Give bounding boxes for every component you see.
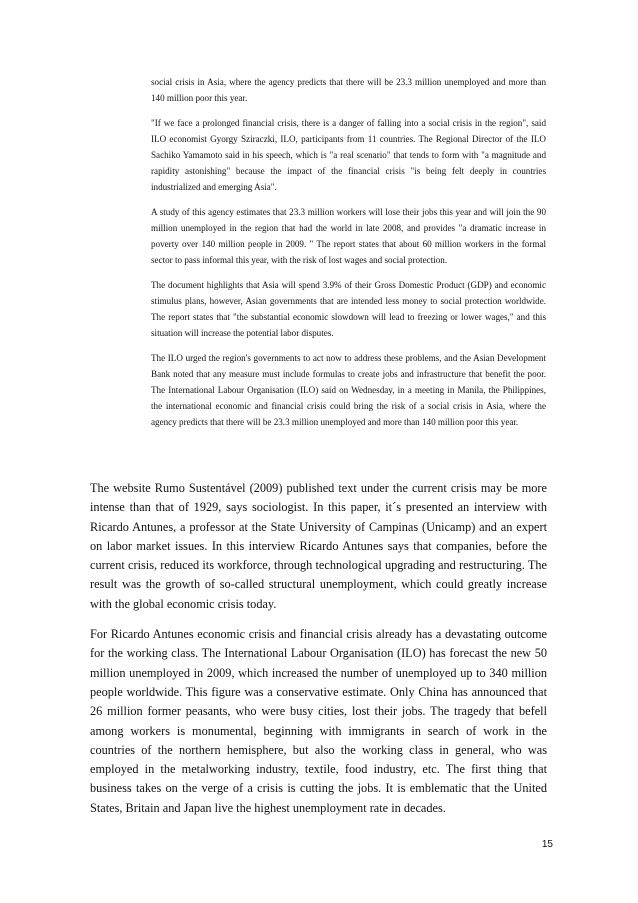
quote-paragraph: "If we face a prolonged financial crisis, there is a danger of falling into a social crisis in the region", said ILO economist Gyorgy Sziraczki, ILO, participants from 11 countries. The Regional Director of the ILO Sachiko Yamamoto said in his speech, which is "a real scenario" that tends to form with "a magnitude and rapidity astonishing" because the impact of the financial crisis "is being felt deeply in countries industrialized and emerging Asia". <box>151 118 546 192</box>
page-number: 15 <box>541 839 553 850</box>
block-quote <box>151 74 546 439</box>
quote-paragraph: social crisis in Asia, where the agency predicts that there will be 23.3 million unemployed and more than 140 million poor this year. <box>151 77 546 103</box>
quote-paragraph: The document highlights that Asia will spend 3.9% of their Gross Domestic Product (GDP) and economic stimulus plans, however, Asian governments that are intended less money to social protection worldwide. The report states that "the substantial economic slowdown will lead to freezing or lower wages," and this situation will increase the potential labor disputes. <box>151 280 546 338</box>
quote-paragraph: A study of this agency estimates that 23.3 million workers will lose their jobs this year and will join the 90 million unemployed in the region that had the world in late 2008, and provides "a dramatic increase in poverty over 140 million people in 2009. " The report states that about 60 million workers in the formal sector to pass informal this year, with the risk of lost wages and social protection. <box>151 207 546 265</box>
body-paragraph: For Ricardo Antunes economic crisis and financial crisis already has a devastating outcome for the working class. The International Labour Organisation (ILO) has forecast the new 50 million unemployed in 2009, which increased the number of unemployed up to 340 million people worldwide. This figure was a conservative estimate. Only China has announced that 26 million former peasants, who were busy cities, lost their jobs. The tragedy that befell among workers is monumental, beginning with immigrants in search of work in the countries of the northern hemisphere, but also the working class in general, who was employed in the metalworking industry, textile, food industry, etc. The first thing that business takes on the verge of a crisis is cutting the jobs. It is emblematic that the United States, Britain and Japan live the highest unemployment rate in decades. <box>90 627 547 815</box>
body-paragraph: The website Rumo Sustentável (2009) published text under the current crisis may be more intense than that of 1929, says sociologist. In this paper, it´s presented an interview with Ricardo Antunes, a professor at the State University of Campinas (Unicamp) and an expert on labor market issues. In this interview Ricardo Antunes says that companies, before the current crisis, reduced its workforce, through technological upgrading and restructuring. The result was the growth of so-called structural unemployment, which could greatly increase with the global economic crisis today. <box>90 481 547 611</box>
quote-paragraph: The ILO urged the region's governments to act now to address these problems, and the Asian Development Bank noted that any measure must include formulas to create jobs and infrastructure that benefit the poor. The International Labour Organisation (ILO) said on Wednesday, in a meeting in Manila, the Philippines, the international economic and financial crisis could bring the risk of a social crisis in Asia, where the agency predicts that there will be 23.3 million unemployed and more than 140 million poor this year. <box>151 353 546 427</box>
body-text <box>90 479 547 829</box>
